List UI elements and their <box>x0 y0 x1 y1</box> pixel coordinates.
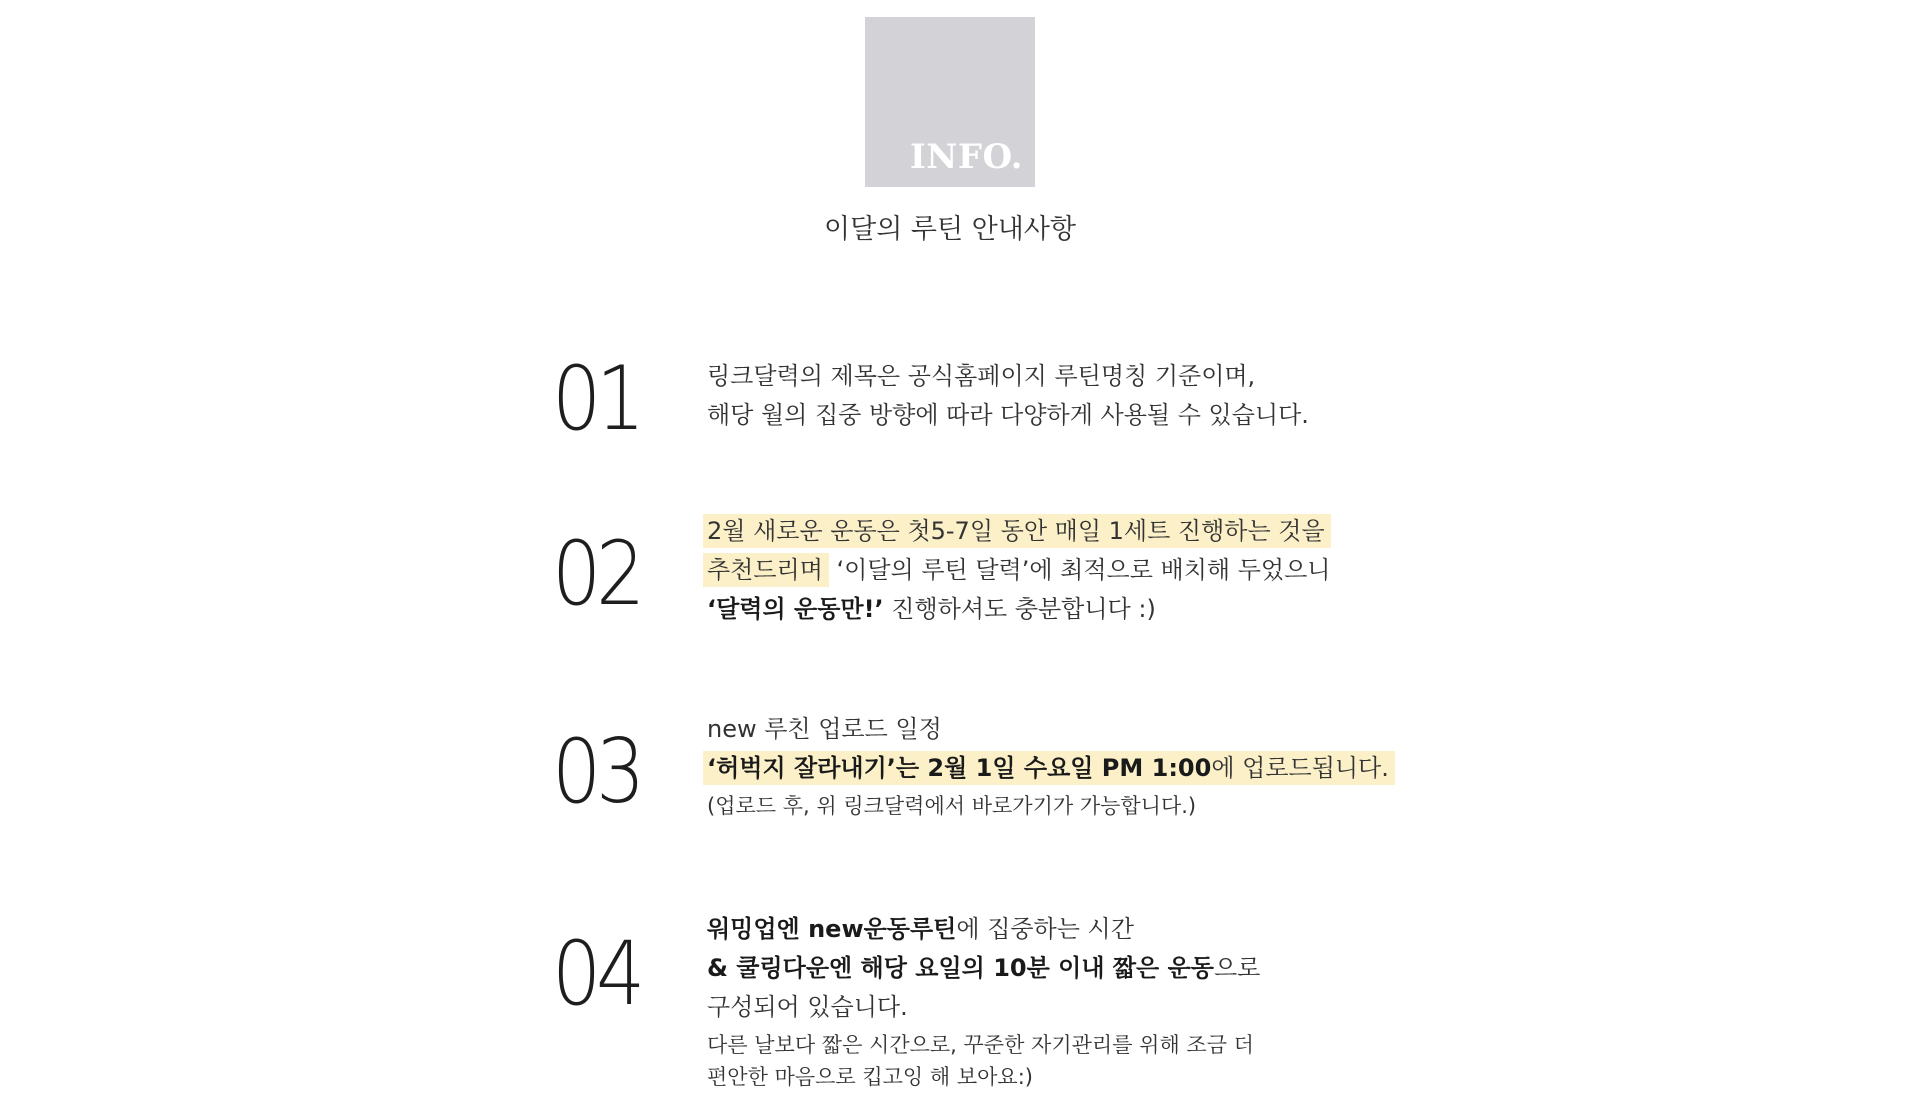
item-line <box>707 551 1447 590</box>
item-line-text: ‘이달의 루틴 달력’에 최적으로 배치해 두었으니 <box>828 556 1331 584</box>
item-line-text: 에 업로드됩니다. <box>1211 754 1389 782</box>
highlighted-text: 2월 새로운 운동은 첫5-7일 동안 매일 1세트 진행하는 것을 <box>703 514 1331 548</box>
item-line-text: 진행하셔도 충분합니다 :) <box>883 595 1156 623</box>
page-title: 이달의 루틴 안내사항 <box>824 214 1076 245</box>
item-line <box>707 949 1447 988</box>
item-text <box>707 357 1447 435</box>
item-line <box>707 910 1447 949</box>
item-line <box>707 512 1447 551</box>
info-badge-label: INFO. <box>909 137 1023 177</box>
item-line <box>707 749 1447 788</box>
item-number: 03 <box>552 720 640 823</box>
bold-text: ‘달력의 운동만!’ <box>707 595 884 623</box>
highlighted-text: 추천드리며 <box>703 553 829 587</box>
item-line-text: 으로 <box>1213 954 1261 982</box>
bold-text: & 쿨링다운엔 해당 요일의 10분 이내 짧은 운동 <box>707 954 1214 982</box>
item-note: 다른 날보다 짧은 시간으로, 꾸준한 자기관리를 위해 조금 더 <box>707 1033 1254 1057</box>
item-note: (업로드 후, 위 링크달력에서 바로가기가 가능합니다.) <box>707 794 1197 818</box>
item-line: 해당 월의 집중 방향에 따라 다양하게 사용될 수 있습니다. <box>707 401 1309 429</box>
item-line: 링크달력의 제목은 공식홈페이지 루틴명칭 기준이며, <box>707 362 1256 390</box>
info-badge <box>865 17 1035 187</box>
item-number: 01 <box>552 347 640 450</box>
bold-text: 워밍업엔 new운동루틴 <box>707 915 957 943</box>
item-note: 편안한 마음으로 킵고잉 해 보아요:) <box>707 1065 1033 1089</box>
item-number: 02 <box>552 522 640 625</box>
highlighted-text <box>703 751 1395 785</box>
item-line: new 루친 업로드 일정 <box>707 715 942 743</box>
item-line: 구성되어 있습니다. <box>707 993 908 1021</box>
item-line <box>707 590 1447 629</box>
bold-text: ‘허벅지 잘라내기’는 2월 1일 수요일 PM 1:00 <box>707 754 1212 782</box>
item-text <box>707 710 1447 822</box>
item-line-text: 에 집중하는 시간 <box>956 915 1134 943</box>
item-number: 04 <box>552 922 640 1025</box>
item-text <box>707 910 1447 1093</box>
item-text <box>707 512 1447 629</box>
